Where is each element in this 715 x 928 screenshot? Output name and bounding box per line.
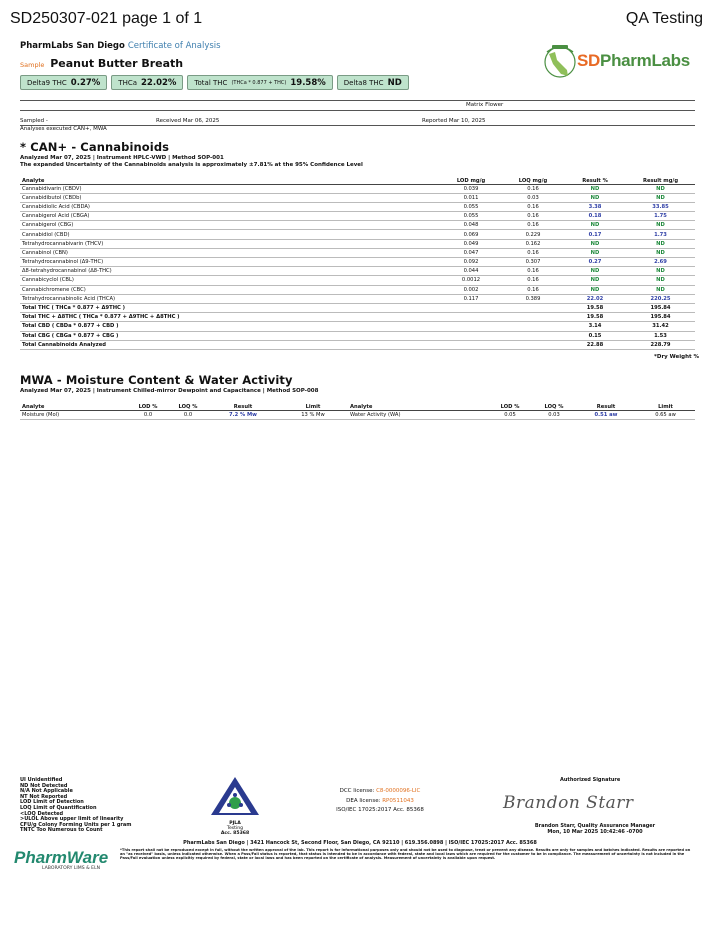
- mwa-cell: 0.65 aw: [636, 410, 695, 419]
- signature: Brandon Starr: [503, 793, 634, 813]
- dry-weight-note: *Dry Weight %: [654, 354, 700, 360]
- total-row: [20, 303, 695, 312]
- mwa-cell: 0.03: [532, 410, 576, 419]
- table-cell: 0.092: [440, 258, 502, 267]
- table-cell: 195.84: [626, 313, 695, 322]
- mwa-table: [20, 396, 695, 420]
- table-cell: 0.03: [502, 193, 564, 202]
- table-cell: 0.16: [502, 184, 564, 193]
- table-cell: 0.049: [440, 239, 502, 248]
- table-row: [20, 202, 695, 211]
- mwa-col: Limit: [636, 396, 695, 410]
- badge-label: Delta8 THC: [343, 78, 384, 87]
- table-cell: 0.162: [502, 239, 564, 248]
- table-cell: 33.85: [626, 202, 695, 211]
- mwa-col: LOD %: [488, 396, 532, 410]
- cannabinoids-method: Analyzed Mar 07, 2025 | Instrument HPLC-VWD | Method SOP-001: [20, 155, 224, 161]
- table-cell: ND: [564, 193, 626, 202]
- received-date: Received Mar 06, 2025: [156, 118, 220, 124]
- table-cell: ND: [626, 285, 695, 294]
- pjla-sub: Testing: [226, 826, 244, 831]
- abbreviation-item: ND Not Detected: [20, 782, 68, 789]
- lab-name: PharmLabs San Diego: [20, 41, 125, 51]
- table-cell: [502, 303, 564, 312]
- table-cell: [440, 340, 502, 349]
- table-cell: 228.79: [626, 340, 695, 349]
- badge-value: 0.27%: [70, 77, 101, 88]
- table-cell: 19.58: [564, 313, 626, 322]
- dea-value: RP0511043: [382, 797, 414, 804]
- table-cell: 220.25: [626, 294, 695, 303]
- potency-badges: [20, 75, 409, 90]
- col-result-mg-label: Result mg/g: [642, 177, 679, 184]
- mwa-cell: 7.2 % Mw: [208, 410, 278, 419]
- table-cell: ND: [564, 184, 626, 193]
- col-loq: [502, 170, 564, 184]
- table-cell: 0.15: [564, 331, 626, 340]
- table-row: [20, 230, 695, 239]
- table-header-row: [20, 170, 695, 184]
- table-cell: Tetrahydrocannabinolic Acid (THCA): [20, 294, 440, 303]
- table-row: [20, 267, 695, 276]
- pjla-name: PJLA: [229, 821, 241, 826]
- california-map-icon: [541, 40, 579, 84]
- mwa-cell: 13 % Mw: [278, 410, 348, 419]
- mwa-cell: 0.51 aw: [576, 410, 636, 419]
- table-cell: ND: [626, 184, 695, 193]
- table-row: [20, 184, 695, 193]
- document-id: SD250307-021 page 1 of 1: [10, 10, 203, 27]
- badge-formula: (THCa * 0.877 + THC): [231, 79, 287, 86]
- table-row: [20, 193, 695, 202]
- pharmware-wordmark: PharmWare: [14, 848, 109, 867]
- table-cell: 0.17: [564, 230, 626, 239]
- col-lod-label: LOD mg/g: [456, 177, 486, 184]
- table-cell: Total CBD ( CBDa * 0.877 + CBD ): [20, 322, 440, 331]
- dcc-license: [320, 787, 440, 797]
- table-cell: 0.002: [440, 285, 502, 294]
- table-cell: 0.27: [564, 258, 626, 267]
- table-cell: Cannabichromene (CBC): [20, 285, 440, 294]
- cannabinoids-title: * CAN+ - Cannabinoids: [20, 140, 170, 154]
- mwa-col: Result: [208, 396, 278, 410]
- table-cell: 0.0012: [440, 276, 502, 285]
- table-cell: ND: [626, 248, 695, 257]
- cannabinoids-table: [20, 170, 695, 350]
- mwa-cell: 0.0: [128, 410, 168, 419]
- table-cell: 0.048: [440, 221, 502, 230]
- badge-total-thc: [187, 75, 332, 90]
- mwa-col: Result: [576, 396, 636, 410]
- abbreviation-item: CFU/g Colony Forming Units per 1 gram: [20, 821, 132, 828]
- table-cell: 22.02: [564, 294, 626, 303]
- table-cell: Cannabigerol (CBG): [20, 221, 440, 230]
- table-cell: [440, 322, 502, 331]
- table-cell: 0.16: [502, 248, 564, 257]
- signed-at: Mon, 10 Mar 2025 10:42:46 -0700: [547, 828, 643, 835]
- table-cell: 19.58: [564, 303, 626, 312]
- table-cell: ND: [564, 248, 626, 257]
- table-cell: [502, 340, 564, 349]
- table-cell: Tetrahydrocannabivarin (THCV): [20, 239, 440, 248]
- table-cell: Cannabicyclol (CBL): [20, 276, 440, 285]
- table-cell: 195.84: [626, 303, 695, 312]
- table-cell: ND: [626, 239, 695, 248]
- badge-value: ND: [387, 77, 402, 88]
- table-cell: [440, 303, 502, 312]
- table-cell: [502, 322, 564, 331]
- mwa-title: MWA - Moisture Content & Water Activity: [20, 373, 293, 387]
- abbreviation-item: LOQ Limit of Quantification: [20, 804, 97, 811]
- table-cell: [440, 313, 502, 322]
- sample-name-line: [20, 57, 183, 70]
- table-cell: Cannabinol (CBN): [20, 248, 440, 257]
- dcc-value: C8-0000096-LIC: [376, 788, 421, 794]
- table-row: [20, 248, 695, 257]
- logo-pharmlabs: PharmLabs: [600, 51, 690, 70]
- table-cell: ND: [626, 267, 695, 276]
- badge-thca: [111, 75, 183, 90]
- table-cell: 3.38: [564, 202, 626, 211]
- table-cell: [502, 331, 564, 340]
- dcc-label: DCC license:: [339, 788, 375, 794]
- mwa-col: LOD %: [128, 396, 168, 410]
- table-cell: ND: [626, 193, 695, 202]
- divider: [20, 100, 695, 101]
- table-cell: Cannabidibutol (CBDb): [20, 193, 440, 202]
- table-cell: [440, 331, 502, 340]
- table-cell: 0.229: [502, 230, 564, 239]
- col-result-pct: [564, 170, 626, 184]
- table-cell: Total THC ( THCa * 0.877 + Δ9THC ): [20, 303, 440, 312]
- abbreviation-item: <LOQ Detected: [20, 810, 64, 817]
- sdpharmlabs-logo: [541, 40, 691, 84]
- table-row: [20, 285, 695, 294]
- table-cell: Δ8-tetrahydrocannabinol (Δ8-THC): [20, 267, 440, 276]
- table-cell: 0.307: [502, 258, 564, 267]
- col-loq-label: LOQ mg/g: [518, 177, 548, 184]
- table-cell: 0.039: [440, 184, 502, 193]
- uncertainty-note: The expanded Uncertainty of the Cannabinoids analysis is approximately ±7.81% at the 95% Confidence Level: [20, 162, 363, 168]
- table-cell: 3.14: [564, 322, 626, 331]
- total-row: [20, 313, 695, 322]
- table-cell: 2.69: [626, 258, 695, 267]
- col-analyte: Analyte: [20, 170, 440, 184]
- table-cell: 0.047: [440, 248, 502, 257]
- table-cell: ND: [626, 276, 695, 285]
- mwa-col: Analyte: [20, 396, 128, 410]
- mwa-method: Analyzed Mar 07, 2025 | Instrument Chilled-mirror Dewpoint and Capacitance | Method SOP-008: [20, 388, 319, 394]
- table-cell: Total CBG ( CBGa * 0.877 + CBG ): [20, 331, 440, 340]
- abbreviation-item: UI Unidentified: [20, 777, 63, 783]
- table-cell: Cannabigerol Acid (CBGA): [20, 212, 440, 221]
- badge-label: Delta9 THC: [27, 78, 67, 87]
- table-cell: 0.069: [440, 230, 502, 239]
- table-cell: 0.16: [502, 267, 564, 276]
- mwa-cell: 0.05: [488, 410, 532, 419]
- mwa-cell: Moisture (Mol): [20, 410, 128, 419]
- table-cell: ND: [564, 285, 626, 294]
- abbreviation-item: >ULOL Above upper limit of linearity: [20, 816, 124, 823]
- authorized-signature-label: Authorized Signature: [560, 777, 621, 783]
- total-row: [20, 331, 695, 340]
- total-row: [20, 340, 695, 349]
- table-cell: 0.16: [502, 276, 564, 285]
- table-cell: 22.88: [564, 340, 626, 349]
- mwa-col: Analyte: [348, 396, 488, 410]
- table-row: [20, 212, 695, 221]
- table-cell: Cannabidiol (CBD): [20, 230, 440, 239]
- divider: [20, 125, 695, 126]
- dea-license: [320, 797, 440, 807]
- signer-block: [520, 824, 670, 835]
- table-cell: 1.73: [626, 230, 695, 239]
- table-cell: 0.055: [440, 212, 502, 221]
- table-cell: ND: [626, 221, 695, 230]
- table-cell: 1.75: [626, 212, 695, 221]
- table-row: [20, 294, 695, 303]
- mwa-cell: 0.0: [168, 410, 208, 419]
- signer-name: Brandon Starr, Quality Assurance Manager: [534, 823, 656, 829]
- table-cell: 0.18: [564, 212, 626, 221]
- abbreviation-legend: [20, 778, 132, 834]
- mwa-cell: Water Activity (WA): [348, 410, 488, 419]
- col-result-mg: [626, 170, 695, 184]
- table-row: [20, 276, 695, 285]
- lab-address: PharmLabs San Diego | 3421 Hancock St, Second Floor, San Diego, CA 92110 | 619.356.0898 | ISO/IEC 17025:2017 Acc. 85368: [183, 840, 537, 846]
- pjla-accreditation-icon: [207, 775, 263, 823]
- table-row: [20, 258, 695, 267]
- table-cell: 0.16: [502, 212, 564, 221]
- logo-wordmark: [577, 51, 690, 71]
- col-result-pct-label: Result %: [582, 177, 608, 184]
- pharmware-tagline: LABORATORY LIMS & ELN: [42, 866, 101, 871]
- table-cell: 0.011: [440, 193, 502, 202]
- cannabinoids-rows: [20, 184, 695, 349]
- badge-label: THCa: [118, 78, 138, 87]
- pharmware-logo: [14, 848, 114, 878]
- table-cell: ND: [564, 267, 626, 276]
- mwa-col: LOQ %: [532, 396, 576, 410]
- mwa-col: LOQ %: [168, 396, 208, 410]
- reported-date: Reported Mar 10, 2025: [422, 118, 486, 124]
- table-cell: 0.055: [440, 202, 502, 211]
- table-row: [20, 239, 695, 248]
- license-block: [320, 787, 440, 816]
- logo-sd: SD: [577, 51, 601, 70]
- table-cell: 1.53: [626, 331, 695, 340]
- table-cell: 0.044: [440, 267, 502, 276]
- table-header-row: [20, 396, 695, 410]
- table-cell: 31.42: [626, 322, 695, 331]
- col-lod: [440, 170, 502, 184]
- pjla-acc: Acc. 85368: [220, 831, 250, 836]
- divider: [20, 110, 695, 111]
- mwa-col: Limit: [278, 396, 348, 410]
- abbreviation-item: N/A Not Applicable: [20, 788, 73, 795]
- sample-tag: Sample: [20, 61, 45, 69]
- abbreviation-item: NT Not Reported: [20, 793, 68, 800]
- analyses-executed: Analyses executed CAN+, MWA: [20, 126, 107, 132]
- iso-cert: ISO/IEC 17025:2017 Acc. 85368: [336, 807, 424, 813]
- sample-name: Peanut Butter Breath: [50, 57, 184, 70]
- dea-label: DEA license:: [346, 797, 381, 804]
- qa-testing-title: QA Testing: [625, 10, 703, 27]
- pjla-caption: [212, 821, 258, 836]
- disclaimer: *This report shall not be reproduced except in full, without the written approval of the lab. This report is for informational purposes only and should not be used to diagnose, treat or prevent any disease. Results are only for samples and batches indicated. Results are reported on an "as received" basis, unless indicated otherwise. When a Pass/Fail status is reported, that status is intended to be in accordance with federal, state and local laws which are required for the customer to be in compliance. The measurement of uncertainty is not included in the Pass/Fail evaluation unless explicitly required by federal, state or local laws and has been reported on the certificate of analysis. Measurement of uncertainty is available upon request.: [120, 848, 691, 861]
- table-cell: 0.16: [502, 285, 564, 294]
- abbreviation-item: LOD Limit of Detection: [20, 799, 84, 806]
- table-cell: Tetrahydrocannabinol (Δ9-THC): [20, 258, 440, 267]
- table-cell: ND: [564, 221, 626, 230]
- table-cell: Total THC + Δ8THC ( THCa * 0.877 + Δ9THC + Δ8THC ): [20, 313, 440, 322]
- coa-label: Certificate of Analysis: [127, 41, 221, 51]
- table-cell: Total Cannabinoids Analyzed: [20, 340, 440, 349]
- badge-delta9: [20, 75, 107, 90]
- badge-delta8: [337, 75, 409, 90]
- table-cell: 0.16: [502, 221, 564, 230]
- sampled: Sampled -: [20, 118, 48, 124]
- table-row: [20, 410, 695, 419]
- badge-value: 19.58%: [290, 77, 326, 88]
- table-cell: ND: [564, 276, 626, 285]
- total-row: [20, 322, 695, 331]
- table-cell: Cannabidiolic Acid (CBDA): [20, 202, 440, 211]
- table-cell: Cannabidivarin (CBDV): [20, 184, 440, 193]
- badge-label: Total THC: [194, 78, 228, 87]
- table-cell: [502, 313, 564, 322]
- abbreviation-item: TNTC Too Numerous to Count: [20, 827, 103, 834]
- table-row: [20, 221, 695, 230]
- table-cell: 0.16: [502, 202, 564, 211]
- lab-name-line: [20, 41, 221, 51]
- table-cell: ND: [564, 239, 626, 248]
- table-cell: 0.389: [502, 294, 564, 303]
- matrix: Matrix Flower: [466, 102, 504, 108]
- table-cell: 0.117: [440, 294, 502, 303]
- badge-value: 22.02%: [141, 77, 177, 88]
